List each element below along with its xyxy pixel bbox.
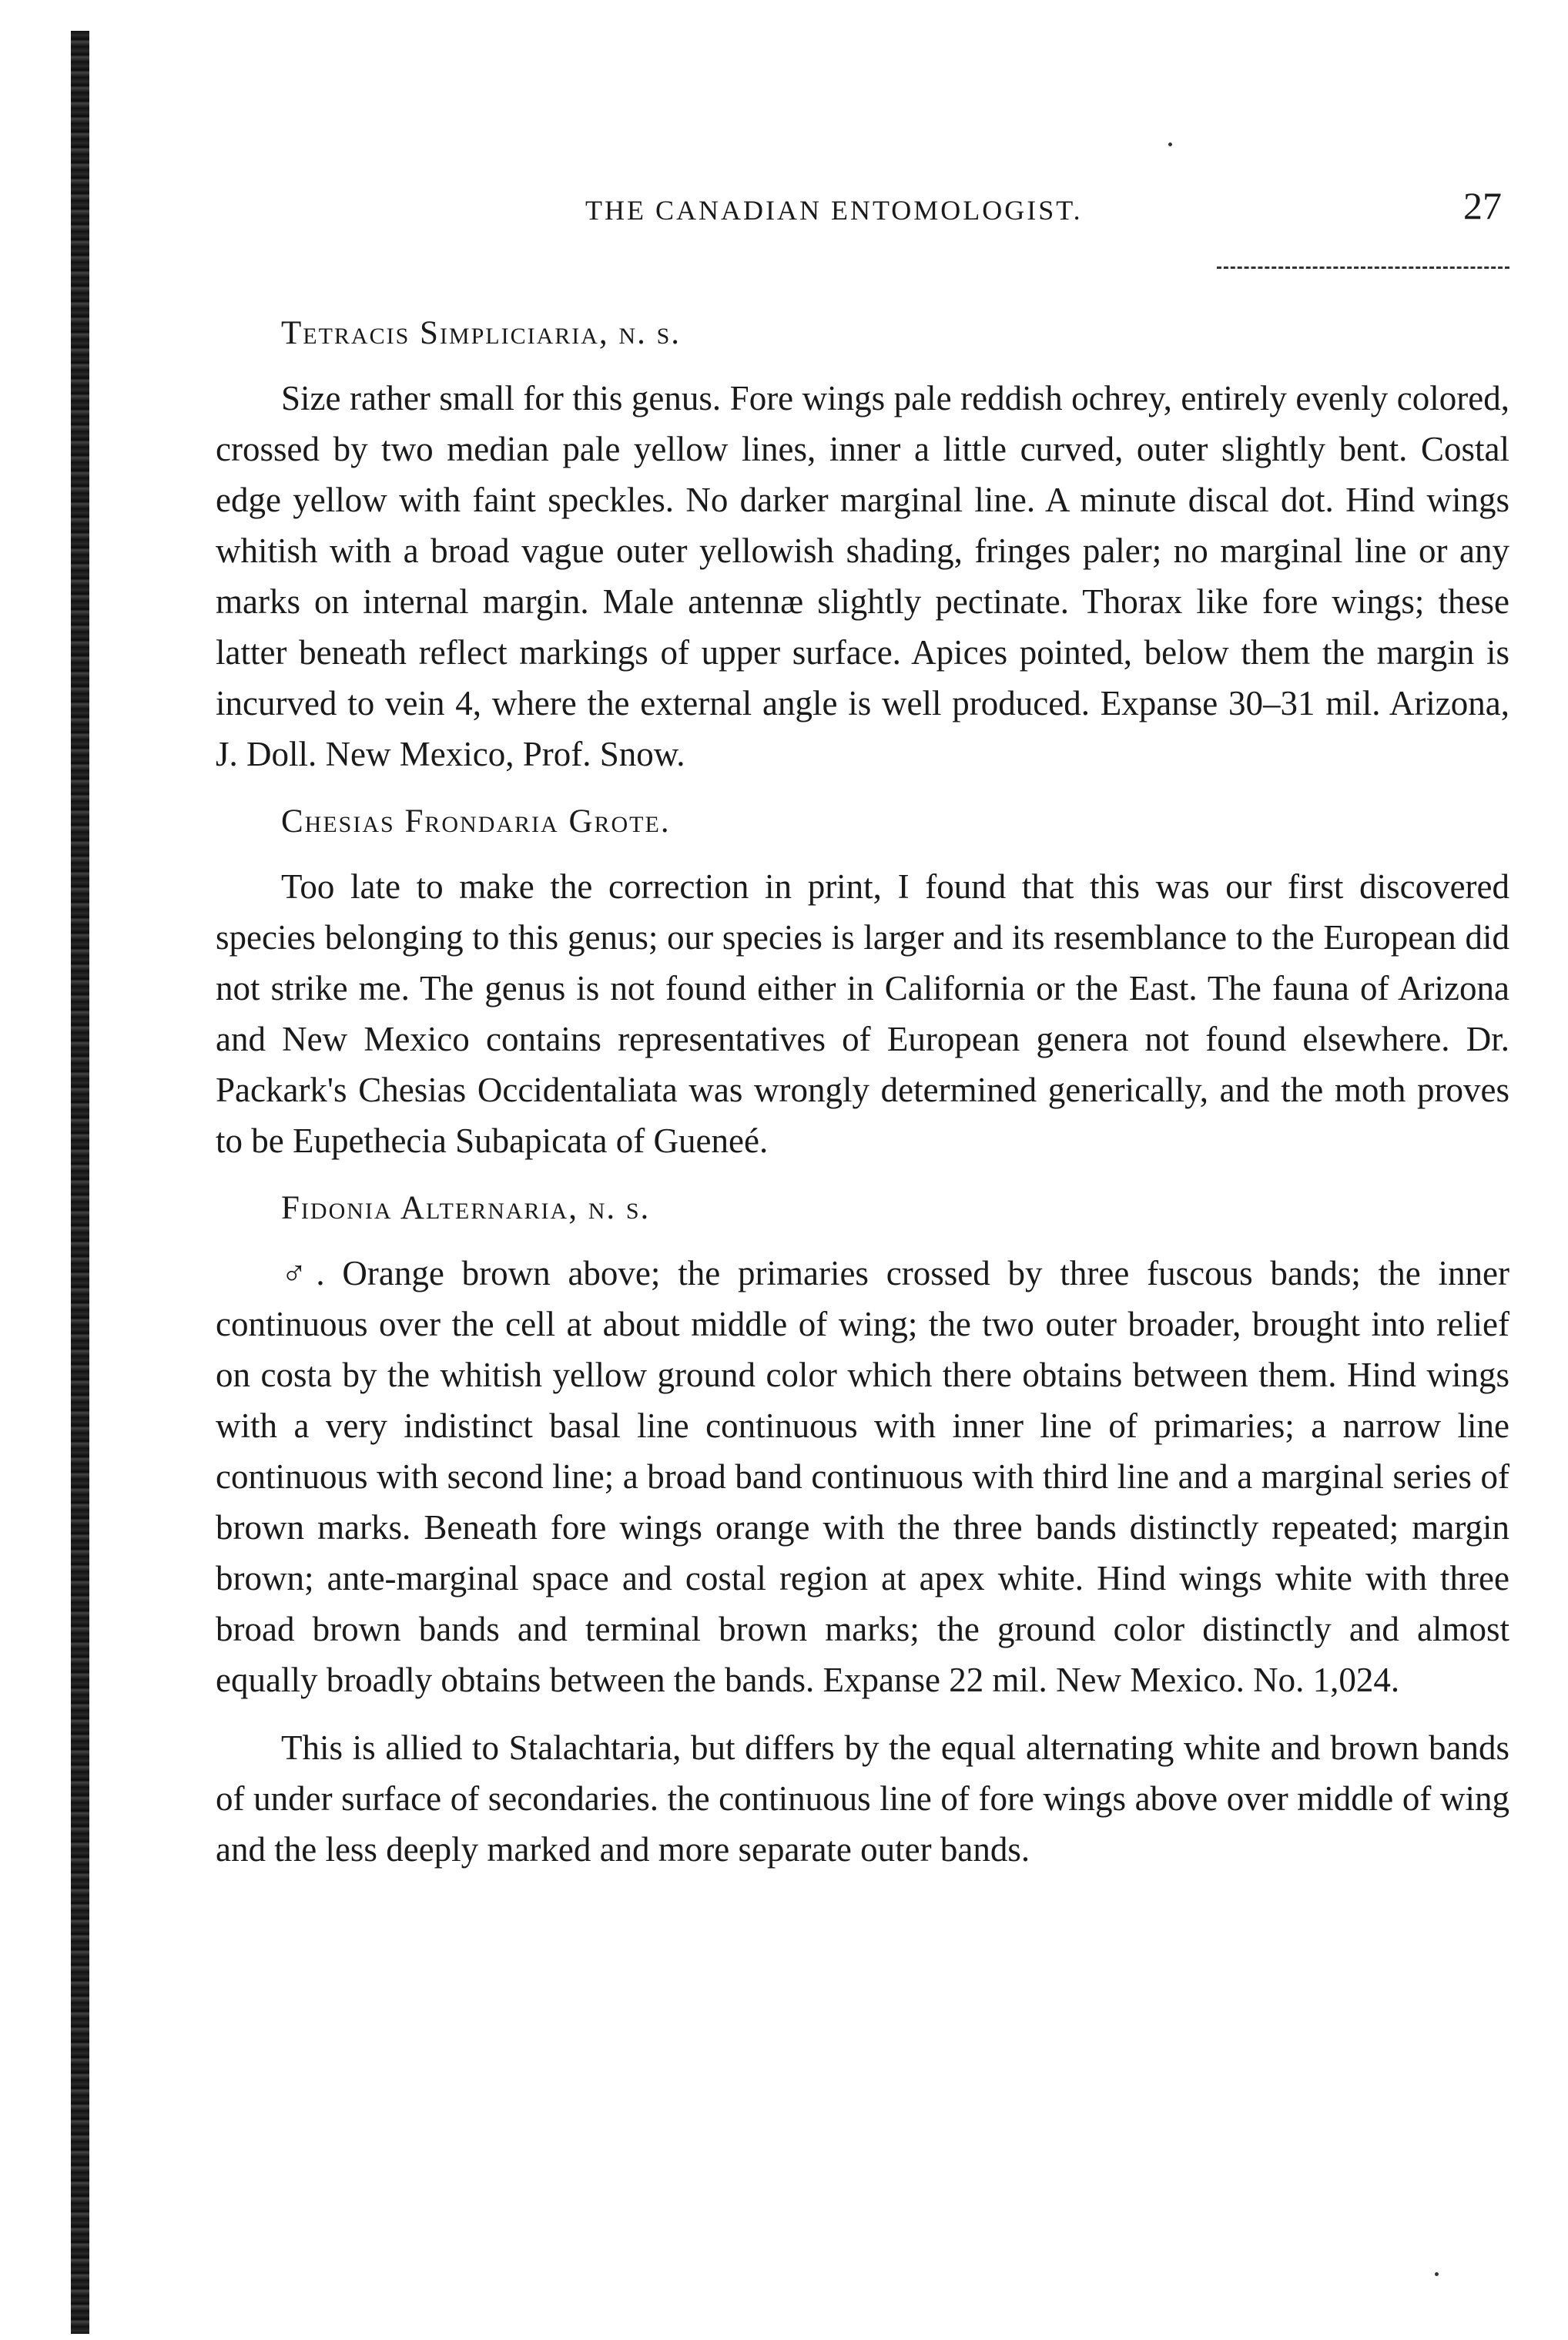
page-number: 27 — [1463, 184, 1502, 227]
species-heading: Fidonia Alternaria, n. s. — [281, 1190, 651, 1226]
entry-fidonia — [216, 1183, 1509, 1875]
description-paragraph: Size rather small for this genus. Fore wings pale reddish ochrey, entirely evenly colored, crossed by two median pale yellow lines, inner a little curved, outer slightly bent. Costal edge yellow with faint speckles. No darker marginal line. A minute discal dot. Hind wings whitish with a broad vague outer yellowish shading, fringes paler; no marginal line or any marks on internal margin. Male antennæ slightly pectinate. Thorax like fore wings; these latter beneath reflect markings of upper surface. Apices pointed, below them the margin is incurved to vein 4, where the external angle is well produced. Expanse 30–31 mil. Arizona, J. Doll. New Mexico, Prof. Snow. — [216, 379, 1509, 773]
description-paragraph: ♂. Orange brown above; the primaries crossed by three fuscous bands; the inner continuous over the cell at about middle of wing; the two outer broader, brought into relief on costa by the whitish yellow ground color which there obtains between them. Hind wings with a very indistinct basal line continuous with inner line of primaries; a narrow line continuous with second line; a broad band continuous with third line and a marginal series of brown marks. Beneath fore wings orange with the three bands distinctly repeated; margin brown; ante-marginal space and costal region at apex white. Hind wings white with three broad brown bands and terminal brown marks; the ground color distinctly and almost equally broadly obtains between the bands. Expanse 22 mil. New Mexico. No. 1,024. — [216, 1254, 1509, 1699]
description-paragraph: Too late to make the correction in print, I found that this was our first discovered species belonging to this genus; our species is larger and its resemblance to the European did not strike me. The genus is not found either in California or the East. The fauna of Arizona and New Mexico contains representatives of European genera not found elsewhere. Dr. Packark's Chesias Occidentaliata was wrongly determined generically, and the moth proves to be Eupethecia Subapicata of Gueneé. — [216, 867, 1509, 1160]
print-speck — [1435, 2272, 1439, 2276]
entry-tetracis — [216, 308, 1509, 779]
print-speck — [1168, 142, 1172, 146]
header-rule — [1217, 267, 1509, 269]
article-body — [216, 308, 1509, 1892]
species-heading: Tetracis Simpliciaria, n. s. — [281, 315, 682, 351]
running-head: THE CANADIAN ENTOMOLOGIST. — [585, 195, 1083, 226]
page-binding-edge — [71, 31, 89, 2334]
remarks-paragraph: This is allied to Stalachtaria, but differs by the equal alternating white and brown bands of under surface of secondaries. the continuous line of fore wings above over middle of wing and the less deeply marked and more separate outer bands. — [216, 1728, 1509, 1869]
entry-chesias — [216, 796, 1509, 1166]
species-heading: Chesias Frondaria Grote. — [281, 803, 671, 840]
